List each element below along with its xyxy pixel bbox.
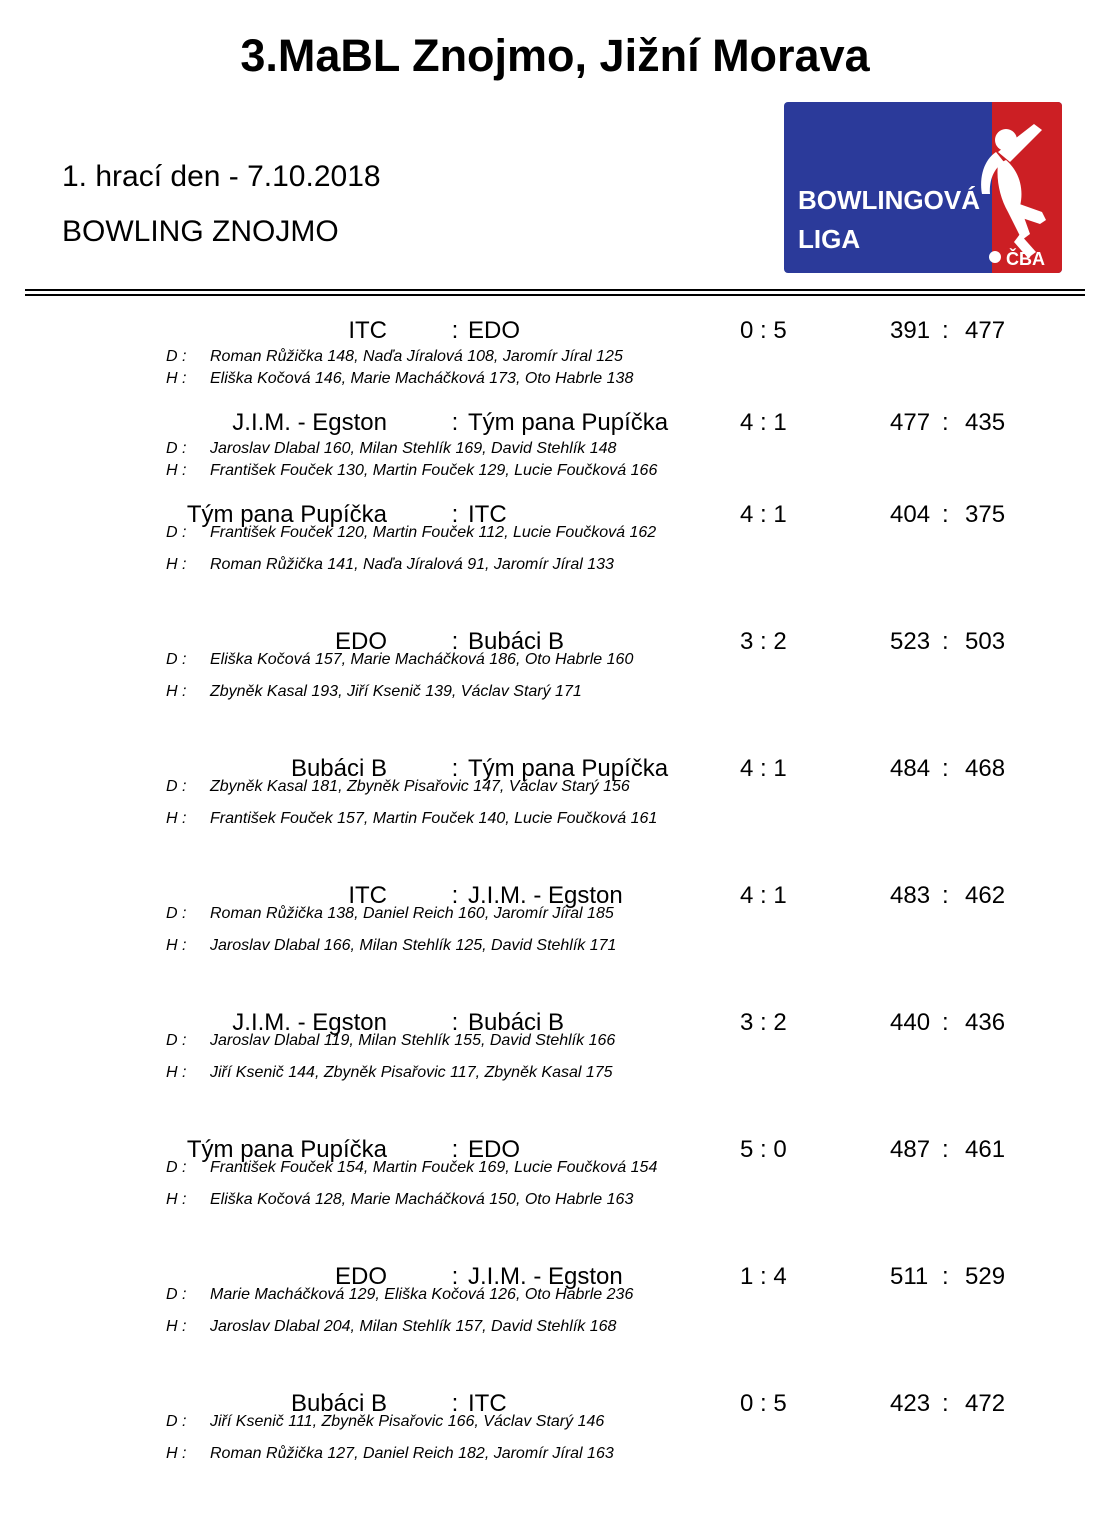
match-points: 0 : 5 <box>740 1390 787 1417</box>
home-players-row <box>0 1412 1110 1432</box>
away-players: Eliška Kočová 128, Marie Macháčková 150, Oto Habrle 163 <box>210 1191 634 1208</box>
away-players-row <box>0 809 1110 829</box>
score-separator: : <box>942 501 949 528</box>
away-label: H : <box>166 1318 187 1335</box>
away-score: 472 <box>965 1390 1006 1417</box>
home-label: D : <box>166 524 187 541</box>
home-players-row <box>0 904 1110 924</box>
away-score: 468 <box>965 755 1006 782</box>
bowlingova-liga-logo <box>784 102 1062 273</box>
match-points: 4 : 1 <box>740 882 787 909</box>
away-label: H : <box>166 556 187 573</box>
home-players: Marie Macháčková 129, Eliška Kočová 126, Oto Habrle 236 <box>210 1286 634 1303</box>
away-team: Bubáci B <box>468 1009 565 1036</box>
away-label: H : <box>166 462 187 479</box>
match-points: 5 : 0 <box>740 1136 787 1163</box>
home-players-row <box>0 1031 1110 1051</box>
bowling-ball-icon <box>989 251 1001 263</box>
away-label: H : <box>166 1064 187 1081</box>
match-day: 1. hrací den - 7.10.2018 <box>62 160 381 193</box>
away-team: Bubáci B <box>468 628 565 655</box>
logo-mark: ČBA <box>1006 249 1045 269</box>
away-team: ITC <box>468 1390 507 1417</box>
away-players: Eliška Kočová 146, Marie Macháčková 173, Oto Habrle 138 <box>210 370 634 387</box>
home-players-row <box>0 439 1110 459</box>
away-score: 529 <box>965 1263 1006 1290</box>
away-label: H : <box>166 937 187 954</box>
away-score: 503 <box>965 628 1006 655</box>
home-label: D : <box>166 778 187 795</box>
home-team: ITC <box>348 317 387 344</box>
home-players: Jaroslav Dlabal 160, Milan Stehlík 169, David Stehlík 148 <box>210 440 617 457</box>
team-separator: : <box>451 501 459 528</box>
home-team: Bubáci B <box>290 1390 387 1417</box>
home-players: Roman Růžička 148, Naďa Jíralová 108, Jaromír Jíral 125 <box>210 348 623 365</box>
match-block <box>0 1389 1110 1529</box>
home-score: 483 <box>890 882 931 909</box>
home-team: EDO <box>334 628 387 655</box>
home-label: D : <box>166 1159 187 1176</box>
match-points: 3 : 2 <box>740 1009 787 1036</box>
home-players: Eliška Kočová 157, Marie Macháčková 186, Oto Habrle 160 <box>210 651 634 668</box>
away-team: J.I.M. - Egston <box>468 882 623 909</box>
away-score: 461 <box>965 1136 1006 1163</box>
logo-text-line1: BOWLINGOVÁ <box>798 185 980 215</box>
home-score: 391 <box>890 317 931 344</box>
home-players: Jaroslav Dlabal 119, Milan Stehlík 155, David Stehlík 166 <box>210 1032 616 1049</box>
away-players-row <box>0 682 1110 702</box>
away-label: H : <box>166 810 187 827</box>
score-separator: : <box>942 409 949 436</box>
match-block <box>0 1135 1110 1275</box>
home-players-row <box>0 1158 1110 1178</box>
venue: BOWLING ZNOJMO <box>62 215 339 248</box>
match-block <box>0 881 1110 1021</box>
home-label: D : <box>166 1032 187 1049</box>
team-separator: : <box>451 1390 459 1417</box>
away-players-row <box>0 1317 1110 1337</box>
score-separator: : <box>942 317 949 344</box>
home-players: Zbyněk Kasal 181, Zbyněk Pisařovic 147, Václav Starý 156 <box>210 778 630 795</box>
away-team: ITC <box>468 501 507 528</box>
home-players: František Fouček 154, Martin Fouček 169, Lucie Foučková 154 <box>210 1159 658 1176</box>
team-separator: : <box>451 882 459 909</box>
home-players: František Fouček 120, Martin Fouček 112, Lucie Foučková 162 <box>210 524 657 541</box>
away-score: 436 <box>965 1009 1006 1036</box>
away-players-row <box>0 369 1110 389</box>
match-points: 1 : 4 <box>740 1263 787 1290</box>
score-separator: : <box>942 1390 949 1417</box>
team-separator: : <box>451 755 459 782</box>
team-separator: : <box>451 409 459 436</box>
away-label: H : <box>166 370 187 387</box>
away-team: Tým pana Pupíčka <box>468 755 669 782</box>
away-players: Jaroslav Dlabal 166, Milan Stehlík 125, David Stehlík 171 <box>210 937 617 954</box>
score-separator: : <box>942 628 949 655</box>
home-players-row <box>0 523 1110 543</box>
home-team: Tým pana Pupíčka <box>186 1136 387 1163</box>
away-team: EDO <box>468 1136 521 1163</box>
home-players-row <box>0 347 1110 367</box>
away-players: Jaroslav Dlabal 204, Milan Stehlík 157, David Stehlík 168 <box>210 1318 617 1335</box>
home-players-row <box>0 777 1110 797</box>
match-block <box>0 754 1110 894</box>
home-score: 523 <box>890 628 931 655</box>
match-teams <box>160 408 677 438</box>
home-label: D : <box>166 348 187 365</box>
home-players-row <box>0 1285 1110 1305</box>
home-label: D : <box>166 1413 187 1430</box>
home-team: Bubáci B <box>290 755 387 782</box>
away-players: Jiří Ksenič 144, Zbyněk Pisařovic 117, Zbyněk Kasal 175 <box>210 1064 613 1081</box>
away-score: 477 <box>965 317 1006 344</box>
match-points: 4 : 1 <box>740 409 787 436</box>
match-points: 0 : 5 <box>740 317 787 344</box>
home-label: D : <box>166 651 187 668</box>
match-points: 4 : 1 <box>740 501 787 528</box>
page-title: 3.MaBL Znojmo, Jižní Morava <box>240 30 870 81</box>
home-score: 404 <box>890 501 931 528</box>
away-players: František Fouček 157, Martin Fouček 140, Lucie Foučková 161 <box>210 810 658 827</box>
divider-line-bottom <box>25 294 1085 296</box>
away-players-row <box>0 555 1110 575</box>
score-separator: : <box>942 1009 949 1036</box>
home-team: EDO <box>334 1263 387 1290</box>
home-score: 423 <box>890 1390 931 1417</box>
score-separator: : <box>942 1263 949 1290</box>
home-label: D : <box>166 905 187 922</box>
match-block <box>0 1262 1110 1402</box>
logo-text-line2: LIGA <box>798 224 861 254</box>
score-separator: : <box>942 755 949 782</box>
away-score: 462 <box>965 882 1006 909</box>
home-score: 487 <box>890 1136 931 1163</box>
home-players: Roman Růžička 138, Daniel Reich 160, Jaromír Jíral 185 <box>210 905 614 922</box>
home-score: 484 <box>890 755 931 782</box>
home-label: D : <box>166 1286 187 1303</box>
team-separator: : <box>451 628 459 655</box>
away-players-row <box>0 1444 1110 1464</box>
home-team: J.I.M. - Egston <box>232 409 387 436</box>
divider-line-top <box>25 289 1085 291</box>
away-players: Zbyněk Kasal 193, Jiří Ksenič 139, Václav Starý 171 <box>210 683 582 700</box>
match-block <box>0 627 1110 767</box>
team-separator: : <box>451 1009 459 1036</box>
match-points: 4 : 1 <box>740 755 787 782</box>
away-team: EDO <box>468 317 521 344</box>
match-points: 3 : 2 <box>740 628 787 655</box>
away-team: J.I.M. - Egston <box>468 1263 623 1290</box>
score-separator: : <box>942 1136 949 1163</box>
home-score: 477 <box>890 409 931 436</box>
score-separator: : <box>942 882 949 909</box>
home-players: Jiří Ksenič 111, Zbyněk Pisařovic 166, Václav Starý 146 <box>210 1413 605 1430</box>
match-block <box>0 1008 1110 1148</box>
away-players-row <box>0 1063 1110 1083</box>
home-team: J.I.M. - Egston <box>232 1009 387 1036</box>
home-score: 440 <box>890 1009 931 1036</box>
home-score: 511 <box>890 1263 929 1290</box>
team-separator: : <box>451 317 459 344</box>
home-label: D : <box>166 440 187 457</box>
team-separator: : <box>451 1136 459 1163</box>
away-players: Roman Růžička 127, Daniel Reich 182, Jaromír Jíral 163 <box>210 1445 614 1462</box>
home-team: ITC <box>348 882 387 909</box>
team-separator: : <box>451 1263 459 1290</box>
away-label: H : <box>166 1191 187 1208</box>
match-teams <box>160 316 677 346</box>
home-team: Tým pana Pupíčka <box>186 501 387 528</box>
away-players-row <box>0 1190 1110 1210</box>
away-players: František Fouček 130, Martin Fouček 129, Lucie Foučková 166 <box>210 462 658 479</box>
away-score: 375 <box>965 501 1006 528</box>
away-label: H : <box>166 1445 187 1462</box>
match-block <box>0 500 1110 640</box>
away-score: 435 <box>965 409 1006 436</box>
home-players-row <box>0 650 1110 670</box>
away-label: H : <box>166 683 187 700</box>
away-team: Tým pana Pupíčka <box>468 409 669 436</box>
away-players-row <box>0 936 1110 956</box>
away-players: Roman Růžička 141, Naďa Jíralová 91, Jaromír Jíral 133 <box>210 556 614 573</box>
away-players-row <box>0 461 1110 481</box>
